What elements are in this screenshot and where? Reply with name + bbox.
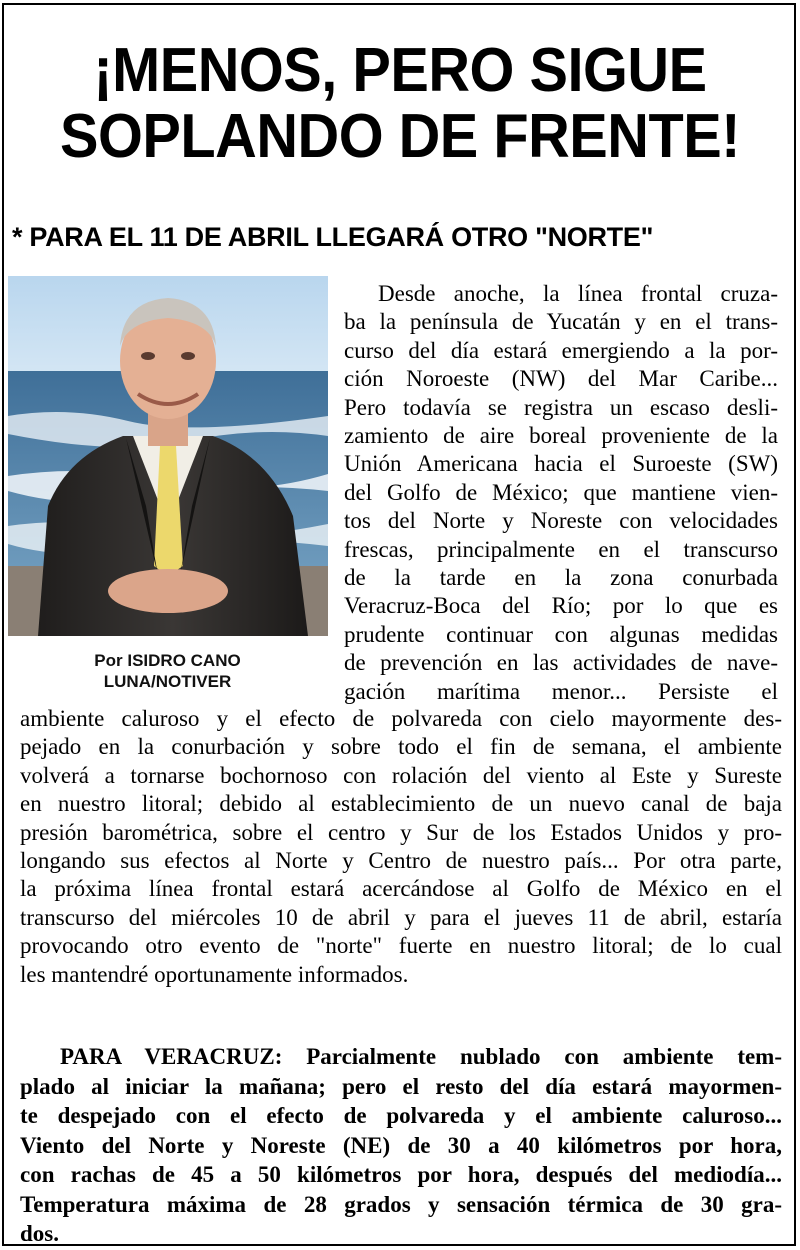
headline-line-1: ¡MENOS, PERO SIGUE [93, 36, 707, 105]
article-column [344, 280, 778, 706]
article-line: ambiente caluroso y el efecto de polvareda con cielo mayormente des- [20, 706, 782, 731]
article-line: Veracruz-Boca del Río; por lo que es [344, 593, 778, 619]
article-body [20, 705, 782, 989]
article-line: del Golfo de México; que mantiene vien- [344, 479, 778, 505]
article-line: de prevención en las actividades de nave- [344, 650, 778, 676]
article-line: la próxima línea frontal estará acercándose al Golfo de México en el [20, 876, 782, 902]
article-line: presión barométrica, sobre el centro y Sur de los Estados Unidos y pro- [20, 819, 782, 845]
article-line: Unión Americana hacia el Suroeste (SW) [344, 451, 778, 477]
article-line: curso del día estará emergiendo a la por- [344, 337, 778, 363]
forecast-line: plado al iniciar la mañana; pero el resto del día estará mayormen- [20, 1073, 782, 1099]
forecast-line: PARA VERACRUZ: Parcialmente nublado con ambiente tem- [60, 1044, 782, 1069]
author-credit [40, 650, 295, 692]
article-line: gación marítima menor... Persiste el [344, 678, 778, 704]
article-line: prudente continuar con algunas medidas [344, 621, 778, 647]
article-line: volverá a tornarse bochornoso con rolación del viento al Este y Sureste [20, 762, 782, 788]
author-credit-line-1: Por ISIDRO CANO [94, 651, 241, 670]
author-photo [8, 276, 328, 636]
headline-line-2: SOPLANDO DE FRENTE! [60, 102, 740, 171]
forecast-line: Viento del Norte y Noreste (NE) de 30 a 40 kilómetros por hora, [20, 1132, 782, 1158]
article-line: zamiento de aire boreal proveniente de la [344, 423, 778, 449]
headline [28, 38, 772, 170]
article-line: transcurso del miércoles 10 de abril y para el jueves 11 de abril, estaría [20, 904, 782, 930]
article-line: Pero todavía se registra un escaso desli- [344, 394, 778, 420]
author-photo-image [8, 276, 328, 636]
article-line: longando sus efectos al Norte y Centro de nuestro país... Por otra parte, [20, 848, 782, 874]
forecast-line: Temperatura máxima de 28 grados y sensación térmica de 30 gra- [20, 1191, 782, 1217]
article-line: les mantendré oportunamente informados. [20, 961, 409, 987]
veracruz-forecast [20, 1042, 782, 1249]
article-line: de la tarde en la zona conurbada [344, 565, 778, 591]
article-line: ción Noroeste (NW) del Mar Caribe... [344, 366, 778, 392]
article-line: pejado en la conurbación y sobre todo el fin de semana, el ambiente [20, 734, 782, 760]
article-line: frescas, principalmente en el transcurso [344, 536, 778, 562]
author-credit-line-2: LUNA/NOTIVER [103, 672, 232, 691]
article-line: tos del Norte y Noreste con velocidades [344, 508, 778, 534]
forecast-line: dos. [20, 1221, 59, 1246]
forecast-line: con rachas de 45 a 50 kilómetros por hora, después del mediodía... [20, 1162, 782, 1187]
article-line: Desde anoche, la línea frontal cruza- [378, 281, 778, 306]
subheadline: * PARA EL 11 DE ABRIL LLEGARÁ OTRO "NORTE" [12, 222, 654, 252]
article-line: ba la península de Yucatán y en el trans- [344, 309, 778, 335]
forecast-line: te despejado con el efecto de polvareda y el ambiente caluroso... [20, 1103, 782, 1128]
article-line: en nuestro litoral; debido al establecimiento de un nuevo canal de baja [20, 791, 782, 817]
article-line: provocando otro evento de "norte" fuerte en nuestro litoral; de lo cual [20, 933, 782, 959]
